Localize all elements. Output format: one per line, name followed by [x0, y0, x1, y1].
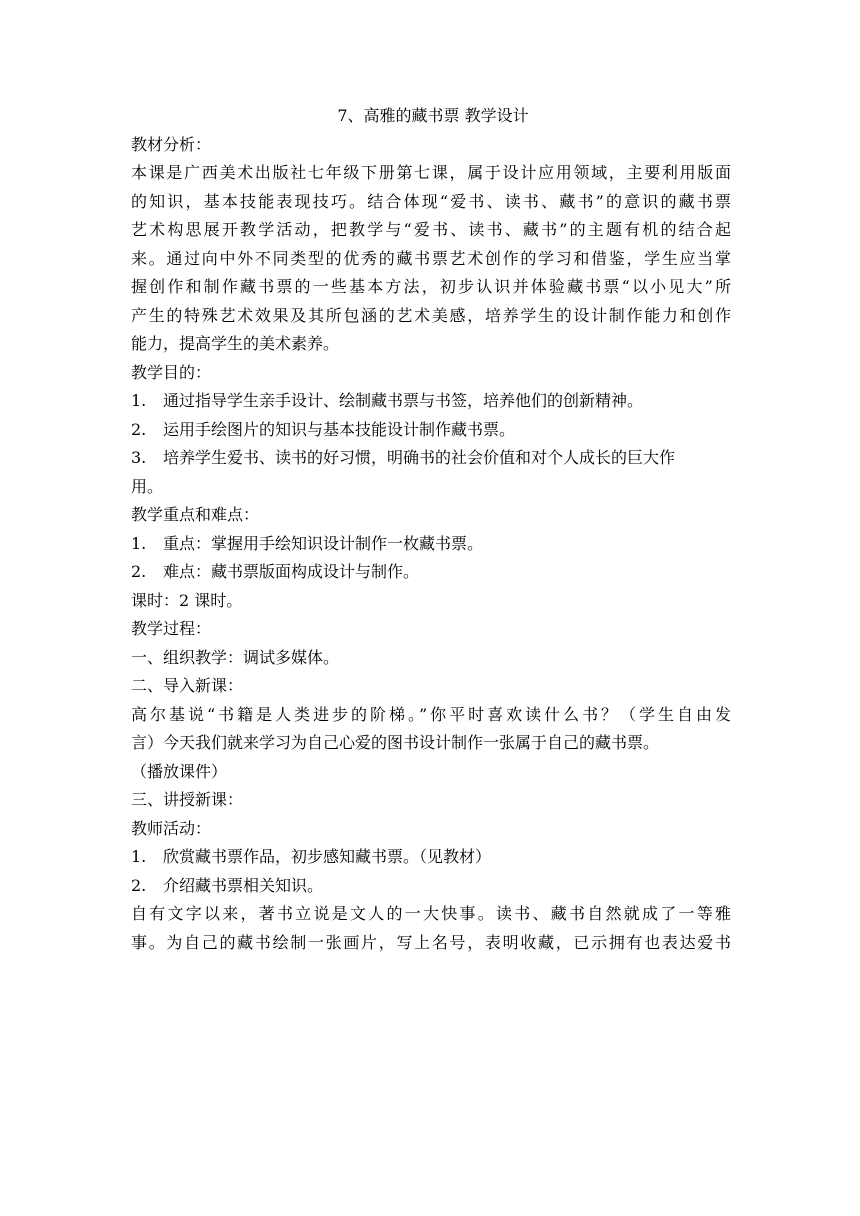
analysis-line: 来。通过向中外不同类型的优秀的藏书票艺术创作的学习和借鉴，学生应当掌	[131, 248, 731, 268]
objective-text: 培养学生爱书、读书的好习惯，明确书的社会价值和对个人成长的巨大作	[163, 448, 676, 467]
keypoint-number: 2.	[131, 562, 147, 581]
keypoints-heading: 教学重点和难点：	[131, 505, 260, 524]
teacher-item-text: 介绍藏书票相关知识。	[163, 875, 324, 895]
intro-line: 高尔基说“书籍是人类进步的阶梯。”你平时喜欢读什么书？（学生自由发	[131, 704, 731, 724]
objective-number: 1.	[131, 391, 147, 410]
process-heading: 教学过程：	[131, 619, 212, 638]
analysis-line: 能力，提高学生的美术素养。	[131, 334, 340, 353]
objectives-heading: 教学目的：	[131, 362, 212, 382]
process-step-3: 三、讲授新课：	[131, 790, 244, 809]
teacher-heading: 教师活动：	[131, 818, 212, 838]
analysis-line: 握创作和制作藏书票的一些基本方法，初步认识并体验藏书票“以小见大”所	[131, 277, 731, 296]
analysis-line: 产生的特殊艺术效果及其所包涵的艺术美感，培养学生的设计制作能力和创作	[131, 305, 731, 325]
process-step-2: 二、导入新课：	[131, 676, 244, 695]
process-step-1: 一、组织教学：调试多媒体。	[131, 647, 340, 667]
keypoint-item	[131, 530, 731, 559]
objective-text: 通过指导学生亲手设计、绘制藏书票与书签，培养他们的创新精神。	[163, 391, 644, 410]
teacher-item	[131, 872, 731, 901]
document-body	[131, 102, 731, 957]
teacher-item-number: 2.	[131, 875, 147, 895]
objective-continuation: 用。	[131, 476, 164, 496]
intro-line: 言）今天我们就来学习为自己心爱的图书设计制作一张属于自己的藏书票。	[131, 733, 660, 752]
objective-number: 2.	[131, 419, 147, 439]
closing-line: 事。为自己的藏书绘制一张画片，写上名号，表明收藏，已示拥有也表达爱书	[131, 932, 731, 952]
objective-item	[131, 387, 731, 416]
objective-text: 运用手绘图片的知识与基本技能设计制作藏书票。	[163, 419, 516, 439]
analysis-line: 本课是广西美术出版社七年级下册第七课，属于设计应用领域，主要利用版面	[131, 163, 731, 182]
document-title: 7、高雅的藏书票 教学设计	[337, 106, 529, 125]
class-hours: 课时：2 课时。	[131, 590, 243, 610]
analysis-line: 艺术构思展开教学活动，把教学与“爱书、读书、藏书”的主题有机的结合起	[131, 220, 731, 239]
keypoint-text: 难点：藏书票版面构成设计与制作。	[163, 562, 420, 581]
intro-line: （播放课件）	[131, 761, 228, 781]
closing-line: 自有文字以来，著书立说是文人的一大快事。读书、藏书自然就成了一等雅	[131, 904, 731, 923]
keypoint-text: 重点：掌握用手绘知识设计制作一枚藏书票。	[163, 533, 484, 553]
teacher-item-text: 欣赏藏书票作品，初步感知藏书票。（见教材）	[163, 847, 492, 866]
analysis-line: 的知识，基本技能表现技巧。结合体现“爱书、读书、藏书”的意识的藏书票	[131, 191, 731, 211]
teacher-item	[131, 843, 731, 872]
keypoint-item	[131, 558, 731, 587]
teacher-item-number: 1.	[131, 847, 147, 866]
analysis-heading: 教材分析：	[131, 134, 212, 154]
objective-item	[131, 444, 731, 473]
objective-number: 3.	[131, 448, 147, 467]
keypoint-number: 1.	[131, 533, 147, 553]
objective-item	[131, 416, 731, 445]
